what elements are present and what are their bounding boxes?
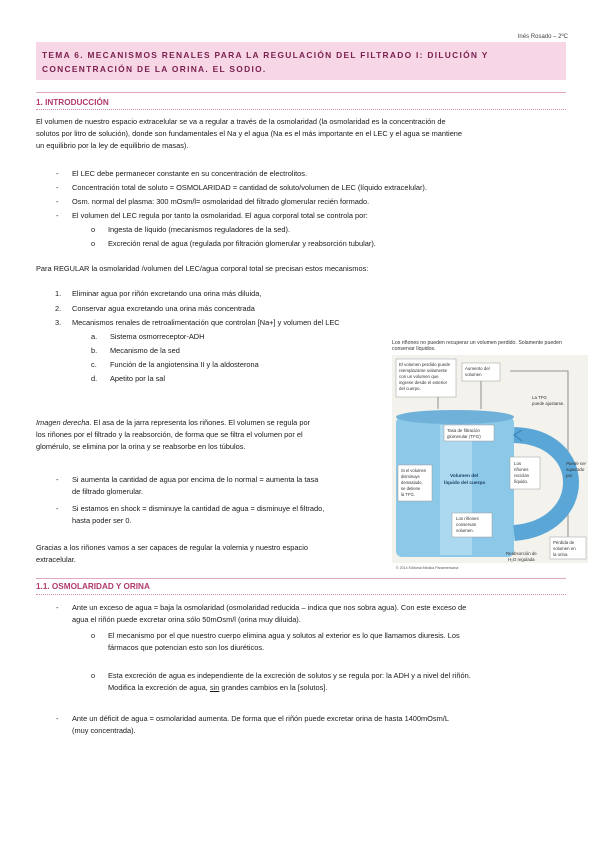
numbered-item: Mecanismos renales de retroalimentación que controlan [Na+] y volumen del LEC [72,318,340,327]
lettered-item: Mecanismo de la sed [110,346,180,355]
sub-list-item: El mecanismo por el que nuestro cuerpo elimina agua y solutos al exterior es lo que llamamos diuresis. Los fármacos que potencian esto son los diuréticos. [108,631,460,652]
bullet-dash: - [56,169,59,178]
bullet-dash: - [56,603,59,612]
numbered-item: Conservar agua excretando una orina más concentrada [72,304,255,313]
sub-bullet-mark: o [91,225,96,234]
list-letter: a. [91,332,98,341]
list-item: Si estamos en shock = disminuye la cantidad de agua = disminuye el filtrado, hasta poder ser 0. [72,504,325,525]
lettered-item: Apetito por la sal [110,374,166,383]
list-item: El volumen del LEC regula por tanto la osmolaridad. El agua corporal total se controla por: [72,211,368,220]
intro-line: El volumen de nuestro espacio extracelular se va a regular a través de la osmolaridad (la osmolaridad es la concentración de [36,117,446,126]
list-letter: b. [91,346,98,355]
mechanisms-intro: Para REGULAR la osmolaridad /volumen del LEC/agua corporal total se precisan estos mecanismos: [36,264,369,273]
volume-increase-text: Aumento del volumen [465,366,490,377]
list-item: El LEC debe permanecer constante en su concentración de electrolitos. [72,169,307,178]
list-item: Ante un déficit de agua = osmolaridad aumenta. De forma que el riñón puede excretar orina de hasta 1400mOsm/L (muy concentrada). [72,714,449,735]
lettered-item: Función de la angiotensina II y la aldosterona [110,360,259,369]
tfg-adjust-text: La TFG puede ajustarse. [532,395,565,406]
list-item: Osm. normal del plasma: 300 mOsm/l= osmolaridad del filtrado glomerular recién formado. [72,197,370,206]
image-label: Imagen derecha [36,418,90,427]
list-item: Concentración total de soluto = OSMOLARIDAD = cantidad de soluto/volumen de LEC (líquido extracelular). [72,183,427,192]
title-box [36,42,566,80]
list-number: 2. [55,304,62,313]
closing-paragraph: Gracias a los riñones vamos a ser capaces de regular la volemia y nuestro espacio extracelular. [36,543,308,564]
figure-top-text: Los riñones no pueden recuperar un volumen perdido. Solamente pueden [392,340,562,346]
divider [36,578,566,579]
bullet-dash: - [56,197,59,206]
list-number: 3. [55,318,62,327]
divider [36,92,566,93]
underlined-word: sin [209,683,220,692]
sub-bullet-mark: o [91,671,96,680]
section-heading-introduccion: 1. INTRODUCCIÓN [36,98,566,110]
image-description [36,417,384,453]
volume-lost-text: El volumen perdido puede reemplazarse solamente con un volumen que ingrese desde el exterior del cuerpo. [399,362,451,391]
bullet-dash: - [56,714,59,723]
volume-decrease-text: Si el volumen disminuye demasiado, se detiene la TFG. [401,468,427,497]
intro-line: solutos por litro de solución), donde son fundamentales el Na y el agua (Na es el más importante en el LEC y el agua se mantiene [36,129,463,138]
kidney-jar-diagram [390,337,590,577]
bullet-dash: - [56,211,59,220]
figure-copyright: © 2014 Editorial Médica Panamericana [396,566,459,570]
tfg-rate-text: Tasa de filtración glomerular (TFG) [447,428,481,439]
intro-line: un equilibrio por la ley de equilibrio de masas). [36,141,189,150]
author-label: Inés Rosado – 2ºC [517,34,568,40]
image-description-line: Imagen derecha. El asa de la jarra representa los riñones. El volumen se regula por [36,418,311,427]
bullet-dash: - [56,504,59,513]
divider [36,594,566,595]
image-description-line: los riñones por el filtrado y la reabsorción, de forma que se filtra el volumen por el [36,430,303,439]
sub-list-item: Excreción renal de agua (regulada por filtración glomerular y reabsorción tubular). [108,239,376,248]
section-heading-osmolaridad: 1.1. OSMOLARIDAD Y ORINA [36,582,150,591]
list-number: 1. [55,289,62,298]
sub-list-item: Esta excreción de agua es independiente de la excreción de solutos y se regula por: la ADH y a nivel del riñón. Modifica la excreción de agua, sin grandes cambios en la [solutos]. [108,671,471,692]
sub-bullet-mark: o [91,239,96,248]
document-title: TEMA 6. MECANISMOS RENALES PARA LA REGULACIÓN DEL FILTRADO I: DILUCIÓN Y CONCENTRACIÓN DE LA ORINA. EL SODIO. [42,50,489,74]
urine-loss-text: Pérdida de volumen en la orina [553,540,576,557]
intro-paragraph [36,116,566,152]
list-letter: d. [91,374,98,383]
bullet-dash: - [56,183,59,192]
figure-top-text: conservar líquidos. [392,346,436,352]
water-reabsorption-text: Reabsorción de H₂O regulada [506,551,537,562]
kidneys-conserve-text: Los riñones conservan volumen. [456,516,479,533]
numbered-item: Eliminar agua por riñón excretando una orina más diluida, [72,289,262,298]
list-letter: c. [91,360,97,369]
sub-bullet-mark: o [91,631,96,640]
body-fluid-volume-label: Volumen del líquido del cuerpo [444,474,486,486]
lettered-item: Sistema osmorreceptor-ADH [110,332,205,341]
kidneys-recycle-text: Los riñones reciclan líquido. [514,461,530,484]
overflow-text: Puede ser superado por [566,461,587,478]
list-item: Si aumenta la cantidad de agua por encima de lo normal = aumenta la tasa de filtrado glomerular. [72,475,319,496]
jar-top [396,410,514,424]
bullet-dash: - [56,475,59,484]
image-description-line: glomérulo, se elimina por la orina y se reabsorbe en los túbulos. [36,442,246,451]
list-item: Ante un exceso de agua = baja la osmolaridad (osmolaridad reducida – indica que nos sobra agua). Con este exceso de agua el riñón puede excretar orina sólo 50mOsm/l (orina muy diluida). [72,603,467,624]
sub-list-item: Ingesta de líquido (mecanismos reguladores de la sed). [108,225,290,234]
